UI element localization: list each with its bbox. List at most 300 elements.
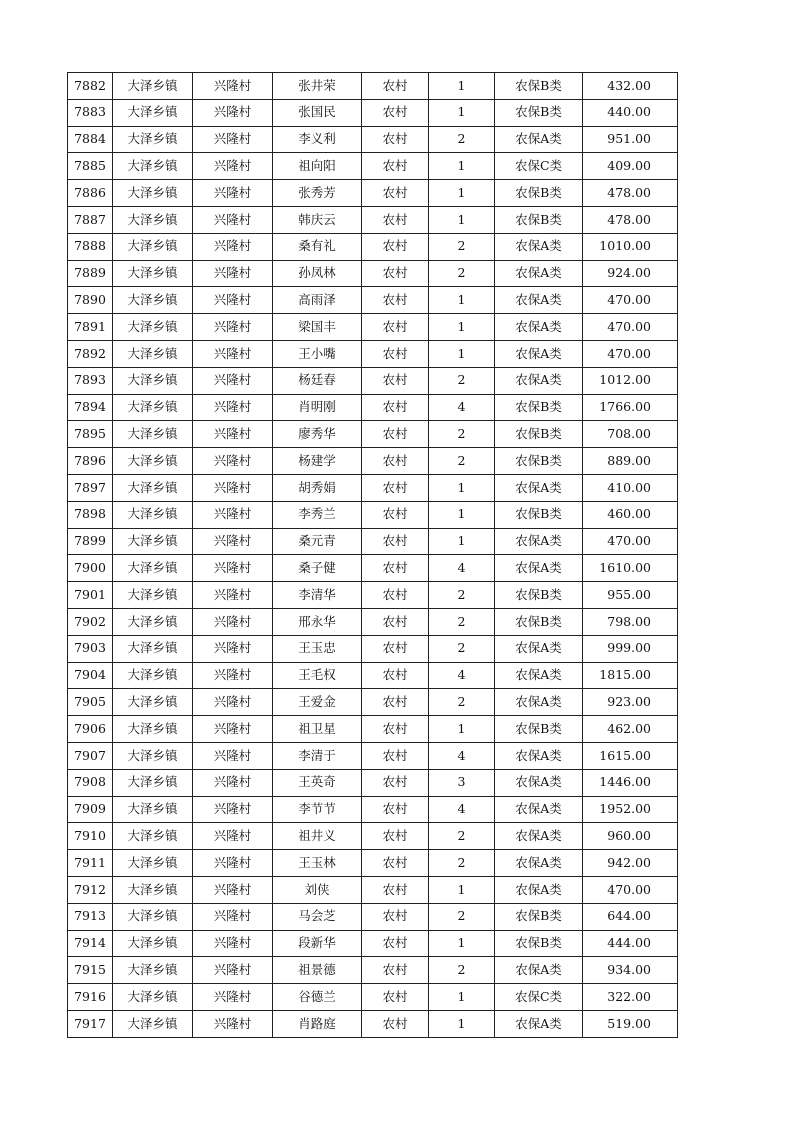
person-name-cell: 王玉忠 <box>273 635 362 662</box>
table-row <box>68 769 678 796</box>
household-size-cell: 1 <box>429 287 495 314</box>
village-cell: 兴隆村 <box>193 340 273 367</box>
person-name-cell: 李清于 <box>273 742 362 769</box>
insurance-category-cell: 农保A类 <box>495 555 583 582</box>
village-cell: 兴隆村 <box>193 474 273 501</box>
township-cell: 大泽乡镇 <box>113 73 193 100</box>
table-row <box>68 903 678 930</box>
township-cell: 大泽乡镇 <box>113 474 193 501</box>
table-row <box>68 340 678 367</box>
insurance-category-cell: 农保B类 <box>495 930 583 957</box>
insurance-category-cell: 农保B类 <box>495 582 583 609</box>
township-cell: 大泽乡镇 <box>113 99 193 126</box>
row-number-cell: 7915 <box>68 957 113 984</box>
insurance-category-cell: 农保A类 <box>495 233 583 260</box>
household-size-cell: 1 <box>429 876 495 903</box>
township-cell: 大泽乡镇 <box>113 233 193 260</box>
person-name-cell: 王小嘴 <box>273 340 362 367</box>
area-type-cell: 农村 <box>362 716 429 743</box>
table-row <box>68 394 678 421</box>
household-size-cell: 2 <box>429 367 495 394</box>
table-row <box>68 501 678 528</box>
village-cell: 兴隆村 <box>193 448 273 475</box>
household-size-cell: 2 <box>429 421 495 448</box>
table-row <box>68 850 678 877</box>
row-number-cell: 7916 <box>68 984 113 1011</box>
household-size-cell: 1 <box>429 153 495 180</box>
village-cell: 兴隆村 <box>193 1010 273 1037</box>
village-cell: 兴隆村 <box>193 73 273 100</box>
insurance-category-cell: 农保C类 <box>495 984 583 1011</box>
amount-cell: 322.00 <box>583 984 678 1011</box>
village-cell: 兴隆村 <box>193 528 273 555</box>
area-type-cell: 农村 <box>362 689 429 716</box>
amount-cell: 708.00 <box>583 421 678 448</box>
village-cell: 兴隆村 <box>193 742 273 769</box>
insurance-category-cell: 农保B类 <box>495 501 583 528</box>
village-cell: 兴隆村 <box>193 394 273 421</box>
village-cell: 兴隆村 <box>193 206 273 233</box>
row-number-cell: 7886 <box>68 180 113 207</box>
household-size-cell: 1 <box>429 501 495 528</box>
person-name-cell: 韩庆云 <box>273 206 362 233</box>
row-number-cell: 7898 <box>68 501 113 528</box>
table-row <box>68 608 678 635</box>
table-row <box>68 180 678 207</box>
insurance-category-cell: 农保B类 <box>495 99 583 126</box>
household-size-cell: 2 <box>429 823 495 850</box>
village-cell: 兴隆村 <box>193 662 273 689</box>
amount-cell: 942.00 <box>583 850 678 877</box>
village-cell: 兴隆村 <box>193 903 273 930</box>
household-size-cell: 4 <box>429 394 495 421</box>
amount-cell: 934.00 <box>583 957 678 984</box>
township-cell: 大泽乡镇 <box>113 796 193 823</box>
insurance-category-cell: 农保B类 <box>495 608 583 635</box>
area-type-cell: 农村 <box>362 153 429 180</box>
row-number-cell: 7885 <box>68 153 113 180</box>
area-type-cell: 农村 <box>362 314 429 341</box>
area-type-cell: 农村 <box>362 206 429 233</box>
table-row <box>68 126 678 153</box>
insurance-category-cell: 农保B类 <box>495 421 583 448</box>
row-number-cell: 7904 <box>68 662 113 689</box>
amount-cell: 999.00 <box>583 635 678 662</box>
village-cell: 兴隆村 <box>193 501 273 528</box>
amount-cell: 960.00 <box>583 823 678 850</box>
row-number-cell: 7884 <box>68 126 113 153</box>
amount-cell: 1815.00 <box>583 662 678 689</box>
table-row <box>68 448 678 475</box>
table-row <box>68 314 678 341</box>
amount-cell: 1766.00 <box>583 394 678 421</box>
township-cell: 大泽乡镇 <box>113 340 193 367</box>
area-type-cell: 农村 <box>362 850 429 877</box>
row-number-cell: 7903 <box>68 635 113 662</box>
township-cell: 大泽乡镇 <box>113 367 193 394</box>
township-cell: 大泽乡镇 <box>113 394 193 421</box>
village-cell: 兴隆村 <box>193 608 273 635</box>
table-row <box>68 823 678 850</box>
household-size-cell: 1 <box>429 1010 495 1037</box>
village-cell: 兴隆村 <box>193 233 273 260</box>
household-size-cell: 2 <box>429 689 495 716</box>
amount-cell: 410.00 <box>583 474 678 501</box>
township-cell: 大泽乡镇 <box>113 957 193 984</box>
area-type-cell: 农村 <box>362 394 429 421</box>
household-size-cell: 4 <box>429 662 495 689</box>
village-cell: 兴隆村 <box>193 260 273 287</box>
insurance-category-cell: 农保A类 <box>495 287 583 314</box>
area-type-cell: 农村 <box>362 73 429 100</box>
township-cell: 大泽乡镇 <box>113 608 193 635</box>
person-name-cell: 张秀芳 <box>273 180 362 207</box>
row-number-cell: 7910 <box>68 823 113 850</box>
village-cell: 兴隆村 <box>193 126 273 153</box>
row-number-cell: 7899 <box>68 528 113 555</box>
area-type-cell: 农村 <box>362 662 429 689</box>
area-type-cell: 农村 <box>362 903 429 930</box>
table-row <box>68 73 678 100</box>
amount-cell: 470.00 <box>583 340 678 367</box>
person-name-cell: 桑元青 <box>273 528 362 555</box>
table-row <box>68 957 678 984</box>
insurance-category-cell: 农保A类 <box>495 126 583 153</box>
person-name-cell: 李秀兰 <box>273 501 362 528</box>
person-name-cell: 廖秀华 <box>273 421 362 448</box>
insurance-category-cell: 农保A类 <box>495 260 583 287</box>
township-cell: 大泽乡镇 <box>113 903 193 930</box>
amount-cell: 1615.00 <box>583 742 678 769</box>
area-type-cell: 农村 <box>362 474 429 501</box>
insurance-category-cell: 农保A类 <box>495 689 583 716</box>
row-number-cell: 7896 <box>68 448 113 475</box>
table-row <box>68 233 678 260</box>
person-name-cell: 李清华 <box>273 582 362 609</box>
roster-table <box>67 72 678 1038</box>
village-cell: 兴隆村 <box>193 957 273 984</box>
table-row <box>68 742 678 769</box>
row-number-cell: 7891 <box>68 314 113 341</box>
township-cell: 大泽乡镇 <box>113 662 193 689</box>
household-size-cell: 1 <box>429 180 495 207</box>
area-type-cell: 农村 <box>362 823 429 850</box>
amount-cell: 478.00 <box>583 206 678 233</box>
household-size-cell: 4 <box>429 742 495 769</box>
person-name-cell: 谷德兰 <box>273 984 362 1011</box>
table-row <box>68 153 678 180</box>
row-number-cell: 7901 <box>68 582 113 609</box>
township-cell: 大泽乡镇 <box>113 689 193 716</box>
table-row <box>68 716 678 743</box>
village-cell: 兴隆村 <box>193 984 273 1011</box>
village-cell: 兴隆村 <box>193 180 273 207</box>
township-cell: 大泽乡镇 <box>113 930 193 957</box>
village-cell: 兴隆村 <box>193 314 273 341</box>
insurance-category-cell: 农保A类 <box>495 769 583 796</box>
area-type-cell: 农村 <box>362 608 429 635</box>
village-cell: 兴隆村 <box>193 716 273 743</box>
township-cell: 大泽乡镇 <box>113 742 193 769</box>
row-number-cell: 7905 <box>68 689 113 716</box>
township-cell: 大泽乡镇 <box>113 876 193 903</box>
household-size-cell: 1 <box>429 528 495 555</box>
township-cell: 大泽乡镇 <box>113 421 193 448</box>
township-cell: 大泽乡镇 <box>113 448 193 475</box>
household-size-cell: 2 <box>429 635 495 662</box>
row-number-cell: 7883 <box>68 99 113 126</box>
township-cell: 大泽乡镇 <box>113 206 193 233</box>
table-row <box>68 1010 678 1037</box>
row-number-cell: 7914 <box>68 930 113 957</box>
insurance-category-cell: 农保B类 <box>495 903 583 930</box>
person-name-cell: 高雨泽 <box>273 287 362 314</box>
insurance-category-cell: 农保A类 <box>495 742 583 769</box>
table-row <box>68 528 678 555</box>
household-size-cell: 2 <box>429 448 495 475</box>
person-name-cell: 李节节 <box>273 796 362 823</box>
amount-cell: 478.00 <box>583 180 678 207</box>
village-cell: 兴隆村 <box>193 287 273 314</box>
household-size-cell: 1 <box>429 340 495 367</box>
household-size-cell: 1 <box>429 930 495 957</box>
household-size-cell: 3 <box>429 769 495 796</box>
row-number-cell: 7882 <box>68 73 113 100</box>
household-size-cell: 2 <box>429 260 495 287</box>
person-name-cell: 肖路庭 <box>273 1010 362 1037</box>
area-type-cell: 农村 <box>362 769 429 796</box>
row-number-cell: 7911 <box>68 850 113 877</box>
area-type-cell: 农村 <box>362 421 429 448</box>
amount-cell: 951.00 <box>583 126 678 153</box>
household-size-cell: 1 <box>429 73 495 100</box>
village-cell: 兴隆村 <box>193 930 273 957</box>
household-size-cell: 2 <box>429 850 495 877</box>
row-number-cell: 7889 <box>68 260 113 287</box>
township-cell: 大泽乡镇 <box>113 850 193 877</box>
amount-cell: 955.00 <box>583 582 678 609</box>
household-size-cell: 1 <box>429 314 495 341</box>
household-size-cell: 1 <box>429 206 495 233</box>
village-cell: 兴隆村 <box>193 850 273 877</box>
insurance-category-cell: 农保B类 <box>495 73 583 100</box>
area-type-cell: 农村 <box>362 635 429 662</box>
village-cell: 兴隆村 <box>193 153 273 180</box>
amount-cell: 470.00 <box>583 876 678 903</box>
person-name-cell: 张国民 <box>273 99 362 126</box>
insurance-category-cell: 农保A类 <box>495 635 583 662</box>
area-type-cell: 农村 <box>362 742 429 769</box>
table-row <box>68 689 678 716</box>
area-type-cell: 农村 <box>362 984 429 1011</box>
amount-cell: 1012.00 <box>583 367 678 394</box>
person-name-cell: 桑有礼 <box>273 233 362 260</box>
table-row <box>68 796 678 823</box>
insurance-category-cell: 农保B类 <box>495 448 583 475</box>
row-number-cell: 7893 <box>68 367 113 394</box>
amount-cell: 1610.00 <box>583 555 678 582</box>
area-type-cell: 农村 <box>362 260 429 287</box>
household-size-cell: 2 <box>429 608 495 635</box>
insurance-category-cell: 农保A类 <box>495 850 583 877</box>
household-size-cell: 4 <box>429 796 495 823</box>
village-cell: 兴隆村 <box>193 689 273 716</box>
township-cell: 大泽乡镇 <box>113 984 193 1011</box>
village-cell: 兴隆村 <box>193 876 273 903</box>
person-name-cell: 祖井义 <box>273 823 362 850</box>
person-name-cell: 肖明刚 <box>273 394 362 421</box>
amount-cell: 460.00 <box>583 501 678 528</box>
row-number-cell: 7902 <box>68 608 113 635</box>
table-row <box>68 930 678 957</box>
table-row <box>68 474 678 501</box>
table-row <box>68 635 678 662</box>
area-type-cell: 农村 <box>362 582 429 609</box>
household-size-cell: 2 <box>429 233 495 260</box>
table-row <box>68 287 678 314</box>
row-number-cell: 7906 <box>68 716 113 743</box>
insurance-category-cell: 农保C类 <box>495 153 583 180</box>
table-row <box>68 260 678 287</box>
village-cell: 兴隆村 <box>193 582 273 609</box>
row-number-cell: 7897 <box>68 474 113 501</box>
amount-cell: 923.00 <box>583 689 678 716</box>
insurance-category-cell: 农保A类 <box>495 823 583 850</box>
township-cell: 大泽乡镇 <box>113 823 193 850</box>
amount-cell: 1952.00 <box>583 796 678 823</box>
person-name-cell: 王毛权 <box>273 662 362 689</box>
person-name-cell: 王英奇 <box>273 769 362 796</box>
table-row <box>68 876 678 903</box>
township-cell: 大泽乡镇 <box>113 314 193 341</box>
row-number-cell: 7909 <box>68 796 113 823</box>
area-type-cell: 农村 <box>362 99 429 126</box>
row-number-cell: 7907 <box>68 742 113 769</box>
area-type-cell: 农村 <box>362 1010 429 1037</box>
amount-cell: 1010.00 <box>583 233 678 260</box>
household-size-cell: 2 <box>429 903 495 930</box>
person-name-cell: 桑子健 <box>273 555 362 582</box>
township-cell: 大泽乡镇 <box>113 716 193 743</box>
person-name-cell: 王爱金 <box>273 689 362 716</box>
area-type-cell: 农村 <box>362 126 429 153</box>
row-number-cell: 7888 <box>68 233 113 260</box>
township-cell: 大泽乡镇 <box>113 126 193 153</box>
township-cell: 大泽乡镇 <box>113 501 193 528</box>
insurance-category-cell: 农保A类 <box>495 1010 583 1037</box>
person-name-cell: 刘侠 <box>273 876 362 903</box>
area-type-cell: 农村 <box>362 340 429 367</box>
township-cell: 大泽乡镇 <box>113 635 193 662</box>
amount-cell: 470.00 <box>583 287 678 314</box>
row-number-cell: 7912 <box>68 876 113 903</box>
area-type-cell: 农村 <box>362 233 429 260</box>
amount-cell: 889.00 <box>583 448 678 475</box>
township-cell: 大泽乡镇 <box>113 582 193 609</box>
person-name-cell: 邢永华 <box>273 608 362 635</box>
insurance-category-cell: 农保A类 <box>495 340 583 367</box>
area-type-cell: 农村 <box>362 367 429 394</box>
insurance-category-cell: 农保B类 <box>495 716 583 743</box>
township-cell: 大泽乡镇 <box>113 180 193 207</box>
table-row <box>68 367 678 394</box>
amount-cell: 470.00 <box>583 314 678 341</box>
amount-cell: 644.00 <box>583 903 678 930</box>
household-size-cell: 1 <box>429 716 495 743</box>
area-type-cell: 农村 <box>362 555 429 582</box>
person-name-cell: 杨廷春 <box>273 367 362 394</box>
amount-cell: 432.00 <box>583 73 678 100</box>
insurance-category-cell: 农保A类 <box>495 662 583 689</box>
person-name-cell: 胡秀娟 <box>273 474 362 501</box>
person-name-cell: 李义利 <box>273 126 362 153</box>
insurance-category-cell: 农保A类 <box>495 528 583 555</box>
amount-cell: 1446.00 <box>583 769 678 796</box>
person-name-cell: 张井荣 <box>273 73 362 100</box>
amount-cell: 444.00 <box>583 930 678 957</box>
village-cell: 兴隆村 <box>193 635 273 662</box>
area-type-cell: 农村 <box>362 180 429 207</box>
area-type-cell: 农村 <box>362 930 429 957</box>
township-cell: 大泽乡镇 <box>113 528 193 555</box>
insurance-category-cell: 农保B类 <box>495 206 583 233</box>
person-name-cell: 祖向阳 <box>273 153 362 180</box>
table-row <box>68 555 678 582</box>
area-type-cell: 农村 <box>362 957 429 984</box>
table-row <box>68 99 678 126</box>
row-number-cell: 7894 <box>68 394 113 421</box>
area-type-cell: 农村 <box>362 448 429 475</box>
area-type-cell: 农村 <box>362 501 429 528</box>
table-row <box>68 206 678 233</box>
row-number-cell: 7887 <box>68 206 113 233</box>
row-number-cell: 7895 <box>68 421 113 448</box>
insurance-category-cell: 农保A类 <box>495 474 583 501</box>
insurance-category-cell: 农保A类 <box>495 367 583 394</box>
person-name-cell: 祖卫星 <box>273 716 362 743</box>
township-cell: 大泽乡镇 <box>113 555 193 582</box>
row-number-cell: 7917 <box>68 1010 113 1037</box>
household-size-cell: 1 <box>429 984 495 1011</box>
village-cell: 兴隆村 <box>193 796 273 823</box>
roster-body <box>68 73 678 1038</box>
village-cell: 兴隆村 <box>193 367 273 394</box>
person-name-cell: 马会芝 <box>273 903 362 930</box>
table-row <box>68 582 678 609</box>
amount-cell: 798.00 <box>583 608 678 635</box>
table-row <box>68 662 678 689</box>
amount-cell: 440.00 <box>583 99 678 126</box>
area-type-cell: 农村 <box>362 796 429 823</box>
person-name-cell: 孙凤林 <box>273 260 362 287</box>
amount-cell: 462.00 <box>583 716 678 743</box>
township-cell: 大泽乡镇 <box>113 769 193 796</box>
township-cell: 大泽乡镇 <box>113 1010 193 1037</box>
table-row <box>68 984 678 1011</box>
village-cell: 兴隆村 <box>193 823 273 850</box>
township-cell: 大泽乡镇 <box>113 287 193 314</box>
insurance-category-cell: 农保B类 <box>495 180 583 207</box>
amount-cell: 924.00 <box>583 260 678 287</box>
township-cell: 大泽乡镇 <box>113 260 193 287</box>
person-name-cell: 杨建学 <box>273 448 362 475</box>
row-number-cell: 7892 <box>68 340 113 367</box>
person-name-cell: 王玉林 <box>273 850 362 877</box>
area-type-cell: 农村 <box>362 876 429 903</box>
person-name-cell: 段新华 <box>273 930 362 957</box>
insurance-category-cell: 农保A类 <box>495 957 583 984</box>
table-row <box>68 421 678 448</box>
